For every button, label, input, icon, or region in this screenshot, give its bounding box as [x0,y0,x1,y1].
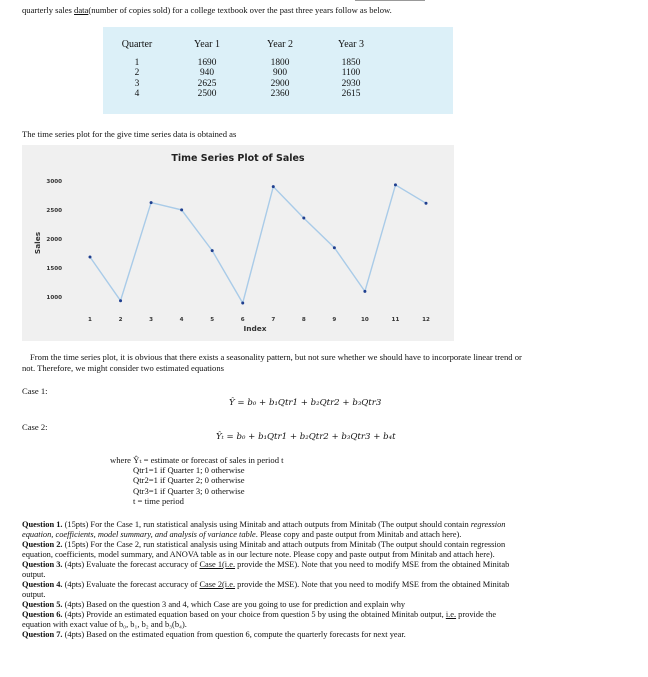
list-item: Qtr3=1 if Quarter 3; 0 otherwise [133,485,245,496]
table-cell: 1100 [341,68,361,79]
header-quarter: Quarter [121,39,153,50]
data-link[interactable]: data [74,5,89,15]
y-tick-label: 2000 [46,237,62,244]
y-tick-label: 1000 [46,295,62,302]
plot-svg [22,145,454,341]
time-series-plot [22,145,454,341]
sales-series [89,183,428,304]
data-point [119,299,122,302]
question-2-continued: equation, coefficients, model summary, and ANOVA table as in our lecture note. Please copy and paste output from Minitab and attach here). [22,550,495,559]
x-tick-label: 11 [391,317,400,323]
x-ticks [88,317,430,323]
question-4: Question 4. (4pts) Evaluate the forecast accuracy of Case 2(i.e. provide the MSE). Note that you need to modify MSE from the obtained Minitab [22,580,510,589]
year-1-column [185,58,229,100]
question-1-continued: equation, coefficients, model summary, and analysis of variance table. Please copy and paste output from Minitab and attach here). [22,530,462,539]
case-1-link[interactable]: Case 1(i.e. [199,560,236,569]
y-ticks [46,179,62,301]
table-cell: 2930 [341,78,361,89]
table-cell: 2625 [197,78,217,89]
analysis-line-1: From the time series plot, it is obvious that there exists a seasonality pattern, but not sure whether we should have to incorporate linear trend or [30,352,522,362]
table-cell: 1800 [270,58,290,68]
analysis-line-2: not. Therefore, we might consider two estimated equations [22,363,224,373]
case-2-label: Case 2: [22,422,48,432]
header-year-2: Year 2 [267,39,293,50]
x-tick-label: 4 [179,317,184,323]
question-5: Question 5. (4pts) Based on the question 3 and 4, which Case are you going to use for prediction and explain why [22,600,406,609]
intro-prefix: quarterly sales [22,5,75,15]
list-item: Qtr1=1 if Quarter 1; 0 otherwise [133,465,245,475]
data-point [150,201,153,204]
case-1-label: Case 1: [22,386,48,396]
y-axis-label: Sales [33,231,42,255]
where-definition: where Ŷₜ = estimate or forecast of sales in period t [110,455,284,465]
data-point [89,256,92,259]
list-item: t = time period [133,496,184,507]
list-item: Qtr2=1 if Quarter 2; 0 otherwise [133,475,245,486]
y-tick-label: 3000 [46,178,62,185]
quarter-column [111,58,163,100]
x-tick-label: 7 [271,317,276,323]
header-year-3: Year 3 [338,39,364,50]
year-3-column [329,58,373,100]
intro-suffix: (number of copies sold) for a college textbook over the past three years follow as below. [88,5,392,15]
table-cell: 2900 [270,78,290,89]
data-point [180,208,183,211]
series-line [90,185,426,303]
plot-intro: The time series plot for the give time series data is obtained as [22,129,237,139]
case-2-equation: Ŷₜ = b₀ + b₁Qtr1 + b₂Qtr2 + b₃Qtr3 + b₄t [216,432,396,442]
question-6-continued: equation with exact value of b₀, b₁, b₂ and b₃(b₄). [22,620,187,629]
cropped-text-fragment [355,0,425,1]
data-point [363,290,366,293]
case-2-link[interactable]: Case 2(i.e. [199,580,236,589]
ie-link[interactable]: i.e. [445,610,457,619]
data-point [241,302,244,305]
question-7: Question 7. (4pts) Based on the estimated equation from question 6, compute the quarterly forecasts for next year. [22,630,406,639]
y-tick-label: 2500 [46,207,62,214]
x-tick-label: 10 [361,317,369,323]
question-4-continued: output. [22,590,46,599]
table-cell: 940 [199,68,215,79]
questions-section [22,520,632,640]
table-cell: 1850 [341,58,361,68]
table-cell: 4 [134,89,140,100]
question-3-continued: output. [22,570,46,579]
table-cell: 2500 [197,89,217,100]
x-tick-label: 1 [88,317,92,323]
x-tick-label: 6 [240,317,245,323]
table-cell: 1 [134,58,140,68]
data-point [333,246,336,249]
table-cell: 3 [134,78,140,89]
table-cell: 2360 [270,89,290,100]
table-cell: 2 [134,68,140,79]
year-2-column [258,58,302,100]
data-point [425,202,428,205]
x-tick-label: 9 [332,317,337,323]
plot-title: Time Series Plot of Sales [171,153,305,164]
x-tick-label: 5 [210,317,215,323]
table-cell: 2615 [341,89,361,100]
table-cell: 1690 [197,58,217,68]
question-1: Question 1. (15pts) For the Case 1, run statistical analysis using Minitab and attach outputs from Minitab (The output should contain regression [22,520,506,529]
data-point [272,185,275,188]
sales-table [103,27,453,114]
x-tick-label: 12 [422,317,430,323]
definition-list [133,465,245,507]
x-tick-label: 3 [149,317,154,323]
data-point [394,183,397,186]
table-cell: 900 [272,68,288,79]
data-point [211,249,214,252]
y-tick-label: 1500 [46,266,62,273]
question-3: Question 3. (4pts) Evaluate the forecast accuracy of Case 1(i.e. provide the MSE). Note that you need to modify MSE from the obtained Minitab [22,560,510,569]
x-axis-label: Index [243,324,267,333]
question-2: Question 2. (15pts) For the Case 2, run statistical analysis using Minitab and attach outputs from Minitab (The output should contain regression [22,540,506,549]
x-tick-label: 8 [301,317,306,323]
data-point [302,217,305,220]
case-1-equation: Ŷ = b₀ + b₁Qtr1 + b₂Qtr2 + b₃Qtr3 [229,398,382,408]
intro-paragraph [22,5,392,15]
header-year-1: Year 1 [194,39,220,50]
question-6: Question 6. (4pts) Provide an estimated equation based on your choice from question 5 by using the obtained Minitab output, i.e. provide the [22,610,497,619]
x-tick-label: 2 [118,317,123,323]
